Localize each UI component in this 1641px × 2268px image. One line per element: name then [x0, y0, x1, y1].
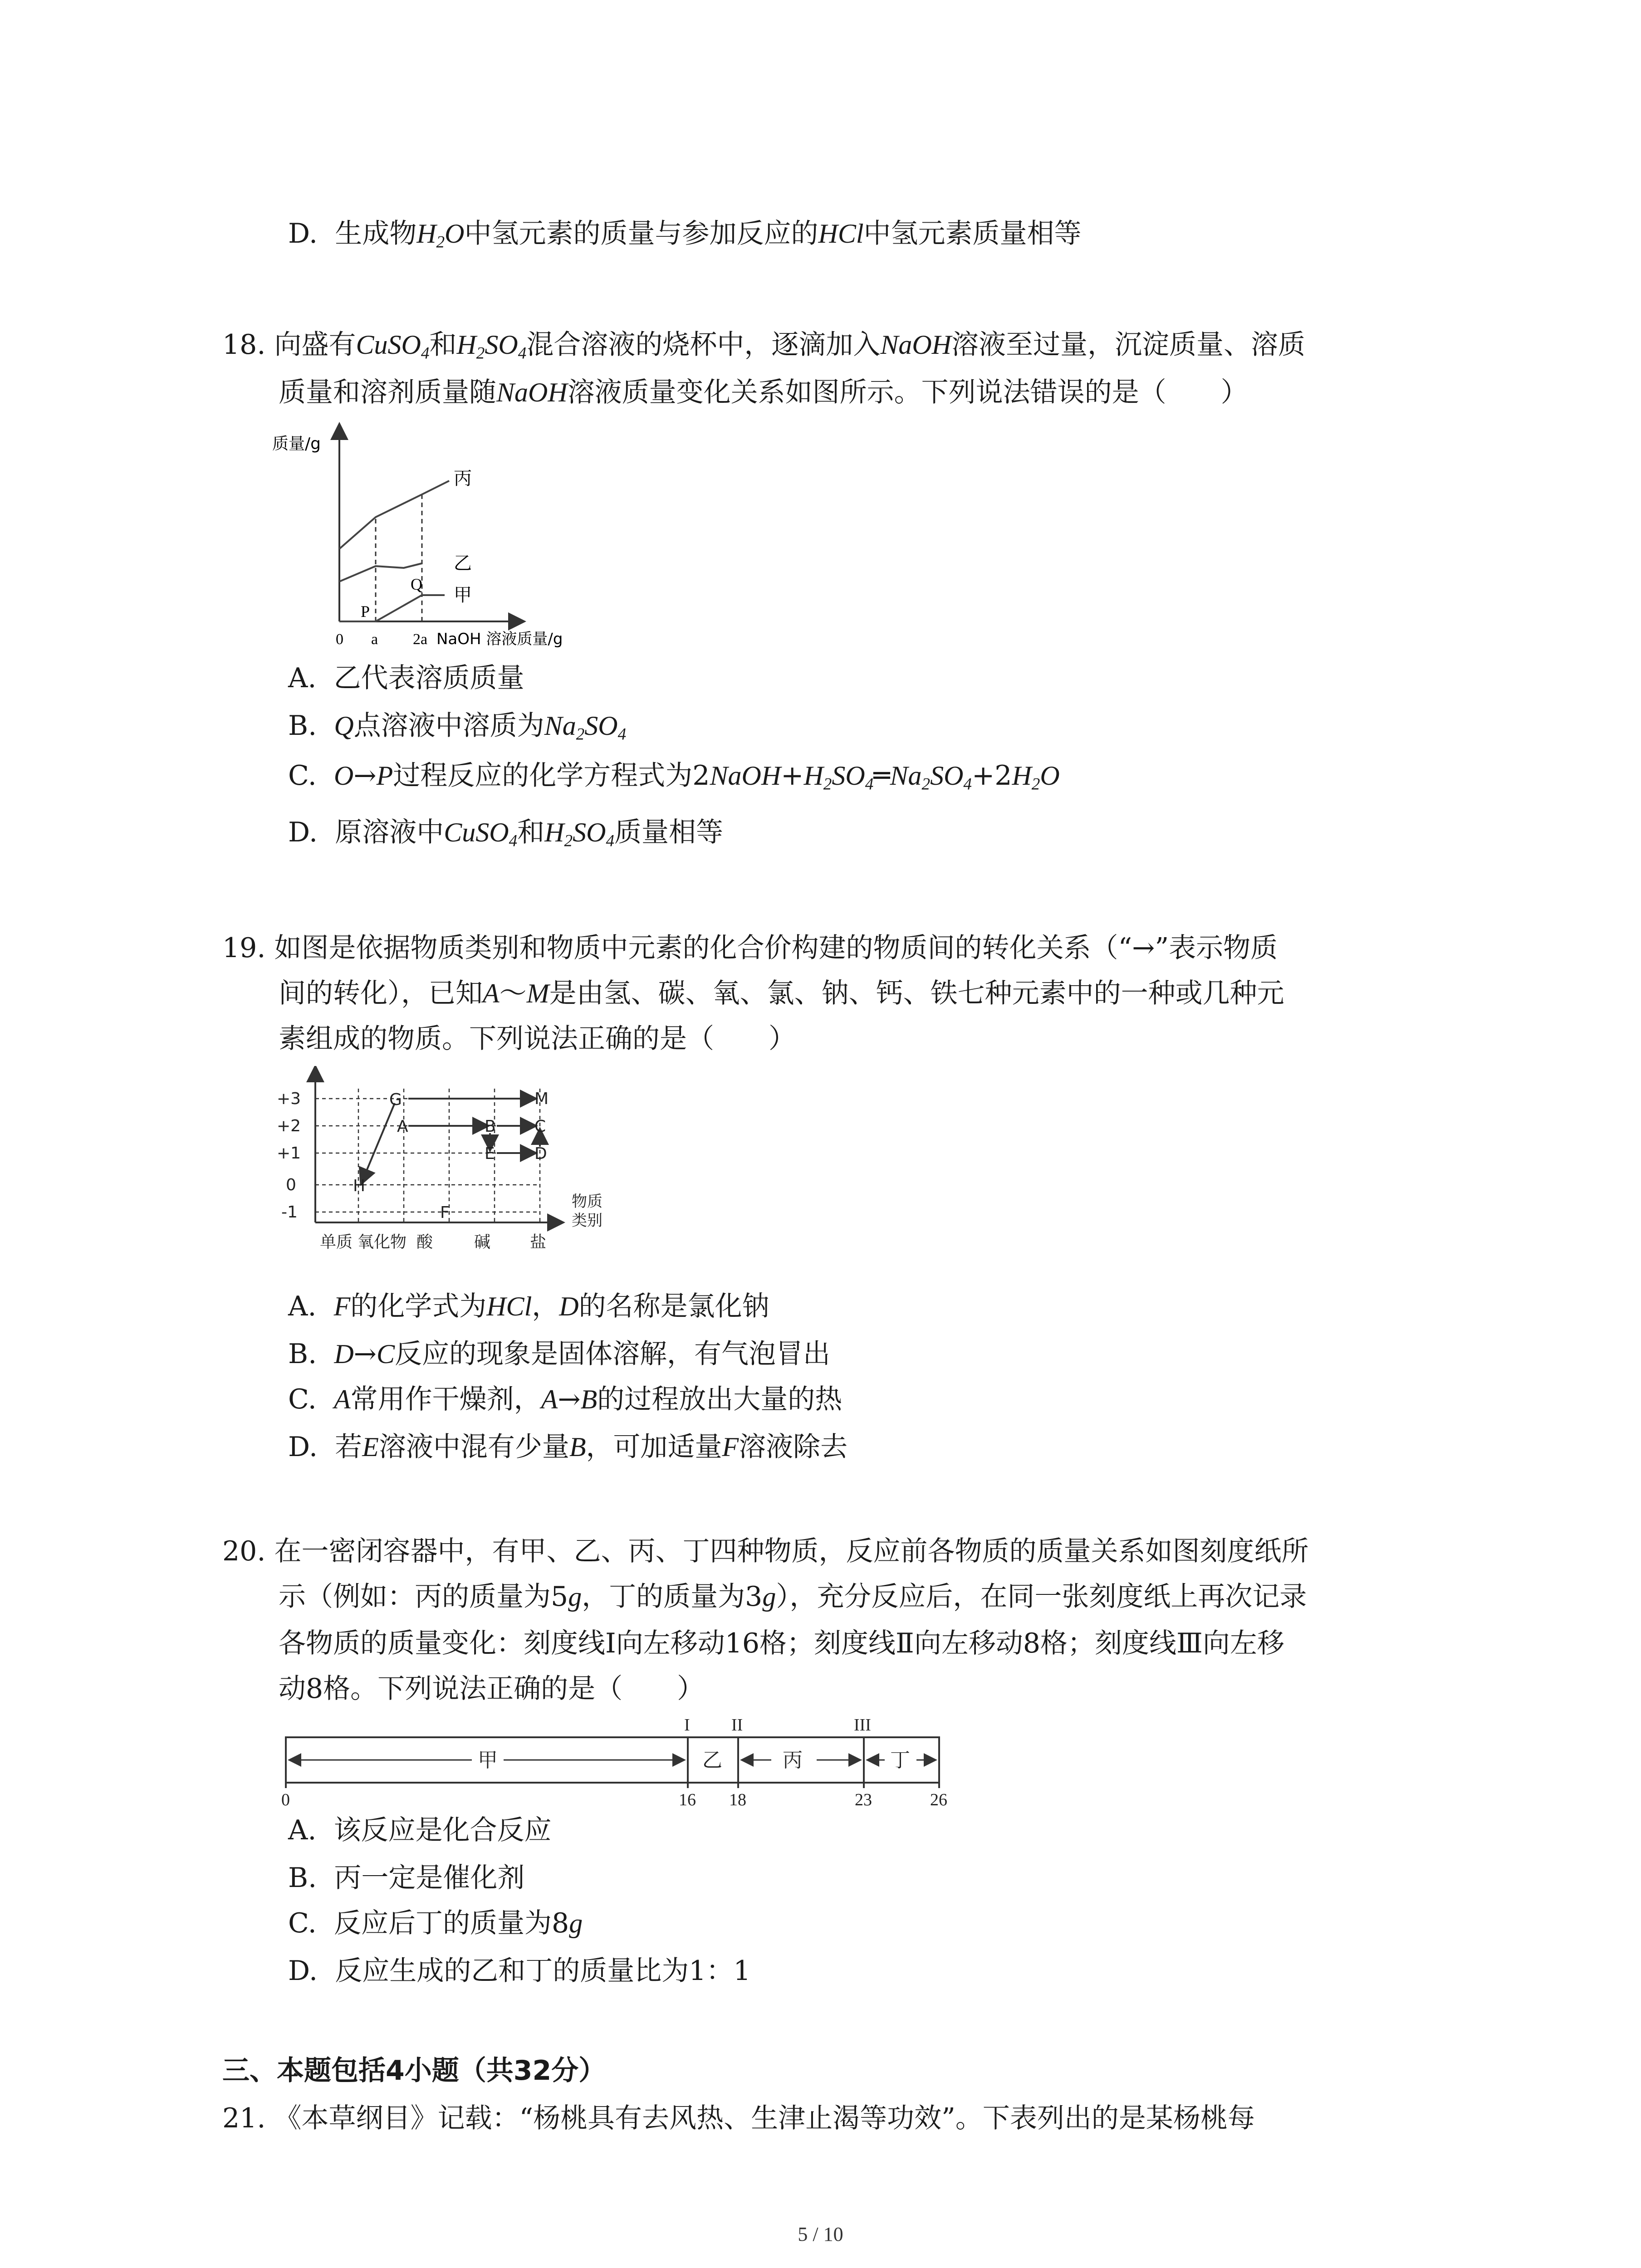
- text: 间的转化），已知: [279, 978, 483, 1009]
- page-number: 5 / 10: [798, 2223, 843, 2245]
- point-q: Q: [411, 575, 422, 593]
- option-letter: C.: [288, 760, 317, 792]
- math: H: [544, 817, 564, 847]
- math: CuSO: [356, 330, 421, 360]
- text: 示（例如：丙的质量为5: [279, 1581, 568, 1613]
- text: +: [781, 760, 804, 792]
- text: ），充分反应后，在同一张刻度纸上再次记录: [776, 1581, 1307, 1613]
- q20-option-c: [288, 1903, 583, 1944]
- text: ～: [499, 978, 527, 1009]
- text: 该反应是化合反应: [333, 1814, 552, 1846]
- text: 的名称是氯化钠: [578, 1290, 769, 1322]
- q20-option-d: [288, 1950, 751, 1991]
- math: g: [762, 1582, 776, 1612]
- option-letter: A.: [288, 1814, 317, 1846]
- q20-scale-ruler: [272, 1710, 971, 1814]
- q18-option-a: [288, 658, 524, 699]
- y-tick: -1: [281, 1203, 298, 1222]
- math: O: [445, 219, 465, 249]
- text: 中氢元素质量相等: [863, 218, 1082, 249]
- segment-label-yi: 乙: [702, 1749, 722, 1772]
- mark-i: I: [684, 1716, 690, 1735]
- math: HCl: [486, 1291, 532, 1321]
- math: Q: [334, 711, 354, 741]
- grid: [315, 1089, 540, 1222]
- math: O: [1040, 761, 1060, 791]
- section-heading: 三、本题包括4小题（共32分）: [222, 2055, 606, 2087]
- text: 的化学式为: [350, 1290, 487, 1322]
- node-e: E: [485, 1144, 495, 1163]
- arrow-g-h: [363, 1103, 395, 1179]
- option-letter: B.: [288, 1862, 317, 1894]
- q18-stem-line1: [222, 324, 1305, 365]
- text: 反应后丁的质量为8: [334, 1907, 569, 1939]
- text: 混合溶液的烧杯中，逐滴加入: [526, 329, 881, 361]
- text: 质量和溶剂质量随: [279, 376, 496, 408]
- text: 溶液中混有少量: [378, 1431, 569, 1463]
- mark-ii: II: [731, 1716, 743, 1735]
- option-letter: D.: [288, 1955, 318, 1987]
- text: 溶液除去: [739, 1431, 848, 1463]
- math: SO: [930, 761, 964, 791]
- q18-mass-chart: [272, 422, 599, 658]
- subscript: 2: [823, 775, 832, 794]
- text: ，: [532, 1290, 559, 1322]
- subscript: 2: [436, 233, 445, 252]
- x-axis-label: NaOH 溶液质量/g: [436, 630, 563, 648]
- text: 常用作干燥剂，: [350, 1383, 541, 1415]
- axis-label: 物质: [572, 1193, 603, 1211]
- text: 乙代表溶质质量: [333, 662, 524, 694]
- y-tick: +2: [277, 1117, 301, 1135]
- q18-option-c: [288, 755, 1060, 796]
- math: H: [416, 219, 436, 249]
- math: NaOH: [880, 330, 952, 360]
- tick-label: 26: [930, 1790, 947, 1809]
- node-g: G: [389, 1090, 402, 1109]
- text: 中氢元素的质量与参加反应的: [464, 218, 818, 249]
- subscript: 2: [921, 775, 931, 794]
- option-letter: A.: [288, 1290, 317, 1322]
- subscript: 4: [606, 831, 615, 850]
- math: B: [580, 1384, 598, 1414]
- text: ═: [873, 760, 890, 792]
- text: 生成物: [335, 218, 417, 249]
- subscript: 4: [963, 775, 972, 794]
- node-h: H: [353, 1177, 366, 1195]
- subscript: 4: [509, 831, 518, 850]
- line-yi: [339, 563, 422, 582]
- math: HCl: [818, 219, 864, 249]
- text: 向盛有: [274, 329, 356, 361]
- line-jia: [339, 595, 445, 621]
- q21-stem-line1: [222, 2098, 1255, 2139]
- option-letter: B.: [288, 710, 317, 742]
- subscript: 4: [518, 344, 527, 363]
- math: A: [541, 1384, 558, 1414]
- node-m: M: [534, 1090, 549, 1108]
- question-number: 18.: [222, 329, 266, 361]
- option-letter: C.: [288, 1383, 317, 1415]
- origin-label: 0: [336, 631, 343, 648]
- q19-stem-line3: [279, 1018, 796, 1059]
- math: SO: [832, 761, 865, 791]
- text: ，丁的质量为3: [582, 1581, 763, 1613]
- option-letter: A.: [288, 662, 317, 694]
- y-tick: +1: [277, 1144, 301, 1163]
- segment-label-ding: 丁: [890, 1749, 910, 1772]
- series-label-jia: 甲: [454, 585, 472, 606]
- x-tick: 氧化物: [358, 1233, 407, 1251]
- q20-stem-line4: [279, 1668, 704, 1709]
- math: CuSO: [444, 817, 509, 847]
- math: H: [803, 761, 823, 791]
- math: D: [334, 1339, 354, 1369]
- text: 和: [517, 816, 545, 848]
- math: A: [483, 978, 500, 1008]
- x-tick: 碱: [474, 1233, 491, 1251]
- q18-option-b: [288, 705, 626, 746]
- math: g: [569, 1908, 583, 1938]
- line-bing: [339, 481, 449, 549]
- series-label-bing: 丙: [454, 468, 472, 489]
- math: F: [722, 1432, 739, 1462]
- q20-option-a: [288, 1810, 552, 1851]
- question-number: 21.: [222, 2102, 266, 2134]
- math: P: [376, 761, 393, 791]
- option-letter: C.: [288, 1907, 317, 1939]
- q19-stem-line2: [279, 973, 1284, 1014]
- text: 《本草纲目》记载：“杨桃具有去风热、生津止渴等功效”。下表列出的是某杨桃每: [274, 2102, 1255, 2134]
- text: 各物质的质量变化：刻度线Ⅰ向左移动16格；刻度线Ⅱ向左移动8格；刻度线Ⅲ向左移: [279, 1628, 1284, 1659]
- mark-iii: III: [854, 1716, 871, 1735]
- tick-label: 0: [281, 1790, 290, 1809]
- math: SO: [573, 817, 606, 847]
- text: +2: [972, 760, 1012, 792]
- text: 动8格。下列说法正确的是（ ）: [279, 1673, 705, 1705]
- node-c: C: [534, 1117, 546, 1136]
- subscript: 2: [564, 831, 573, 850]
- math: D: [559, 1291, 579, 1321]
- q18-stem-line2: [279, 372, 1248, 413]
- math: O: [334, 761, 354, 791]
- question-number: 19.: [222, 932, 266, 964]
- segment-label-jia: 甲: [478, 1749, 498, 1772]
- q19-option-a: [288, 1286, 769, 1327]
- math: SO: [485, 330, 518, 360]
- option-letter: B.: [288, 1338, 317, 1370]
- node-a: A: [397, 1117, 408, 1136]
- x-tick: 酸: [416, 1233, 433, 1251]
- math: H: [456, 330, 476, 360]
- math: E: [362, 1432, 379, 1462]
- subscript: 2: [1031, 775, 1040, 794]
- subscript: 2: [476, 344, 485, 363]
- x-tick-a: a: [371, 631, 378, 648]
- point-p: P: [361, 602, 370, 621]
- text: 丙一定是催化剂: [334, 1862, 525, 1894]
- tick-label: 16: [679, 1790, 696, 1809]
- math: A: [334, 1384, 351, 1414]
- tick-label: 18: [729, 1790, 746, 1809]
- tick-label: 23: [855, 1790, 872, 1809]
- q19-option-b: [288, 1334, 830, 1374]
- subscript: 4: [865, 775, 874, 794]
- q20-stem-line2: [279, 1576, 1307, 1617]
- math: C: [376, 1339, 395, 1369]
- text: 质量相等: [614, 816, 724, 848]
- math: SO: [584, 711, 618, 741]
- node-d: D: [534, 1144, 547, 1163]
- x-tick: 单质: [320, 1233, 353, 1251]
- math: H: [1012, 761, 1032, 791]
- series-label-yi: 乙: [454, 553, 472, 574]
- math: F: [333, 1291, 351, 1321]
- math: M: [526, 978, 549, 1008]
- node-f: F: [440, 1203, 450, 1222]
- text: →: [353, 1338, 377, 1370]
- text: 反应的现象是固体溶解，有气泡冒出: [394, 1338, 830, 1370]
- math: NaOH: [710, 761, 781, 791]
- y-tick: +3: [277, 1090, 301, 1108]
- text: 反应生成的乙和丁的质量比为1：1: [335, 1955, 751, 1987]
- segment-label-bing: 丙: [783, 1749, 803, 1772]
- option-letter: D.: [288, 1431, 318, 1463]
- q20-stem-line1: [222, 1531, 1309, 1572]
- text: 过程反应的化学方程式为2: [393, 760, 710, 792]
- text: 若: [335, 1431, 362, 1463]
- text: 如图是依据物质类别和物质中元素的化合价构建的物质间的转化关系（“→”表示物质: [274, 932, 1278, 964]
- y-axis-label: 质量/g: [272, 435, 321, 453]
- y-tick: 0: [286, 1176, 296, 1194]
- text: →: [558, 1383, 581, 1415]
- q19-valence-diagram: [272, 1066, 635, 1284]
- q18-option-d: [288, 812, 723, 853]
- option-letter: D.: [288, 816, 318, 848]
- text: ，可加适量: [586, 1431, 722, 1463]
- q19-option-d: [288, 1427, 847, 1467]
- x-tick: 盐: [530, 1233, 547, 1251]
- text: 原溶液中: [335, 816, 444, 848]
- q19-stem-line1: [222, 928, 1278, 968]
- subscript: 2: [576, 725, 585, 744]
- text: 的过程放出大量的热: [597, 1383, 843, 1415]
- node-b: B: [485, 1117, 496, 1136]
- math: NaOH: [496, 377, 568, 407]
- axis-label: 类别: [572, 1212, 603, 1230]
- text: 是由氢、碳、氧、氯、钠、钙、铁七种元素中的一种或几种元: [549, 978, 1284, 1009]
- math: Na: [544, 711, 576, 741]
- text: 在一密闭容器中，有甲、乙、丙、丁四种物质，反应前各物质的质量关系如图刻度纸所: [274, 1535, 1309, 1567]
- text: →: [353, 760, 377, 792]
- text: 和: [429, 329, 457, 361]
- q17-option-d: [288, 213, 1082, 254]
- text: 点溶液中溶质为: [353, 710, 544, 742]
- q19-option-c: [288, 1379, 842, 1420]
- q20-option-b: [288, 1857, 524, 1898]
- question-number: 20.: [222, 1535, 266, 1567]
- subscript: 4: [421, 344, 430, 363]
- x-tick-2a: 2a: [413, 631, 428, 648]
- math: Na: [890, 761, 922, 791]
- text: 素组成的物质。下列说法正确的是（ ）: [279, 1023, 796, 1055]
- text: 溶液质量变化关系如图所示。下列说法错误的是（ ）: [567, 376, 1248, 408]
- subscript: 4: [617, 725, 627, 744]
- text: 溶液至过量，沉淀质量、溶质: [951, 329, 1306, 361]
- option-letter: D.: [288, 218, 318, 249]
- q20-stem-line3: [279, 1623, 1284, 1664]
- math: B: [569, 1432, 586, 1462]
- math: g: [568, 1582, 582, 1612]
